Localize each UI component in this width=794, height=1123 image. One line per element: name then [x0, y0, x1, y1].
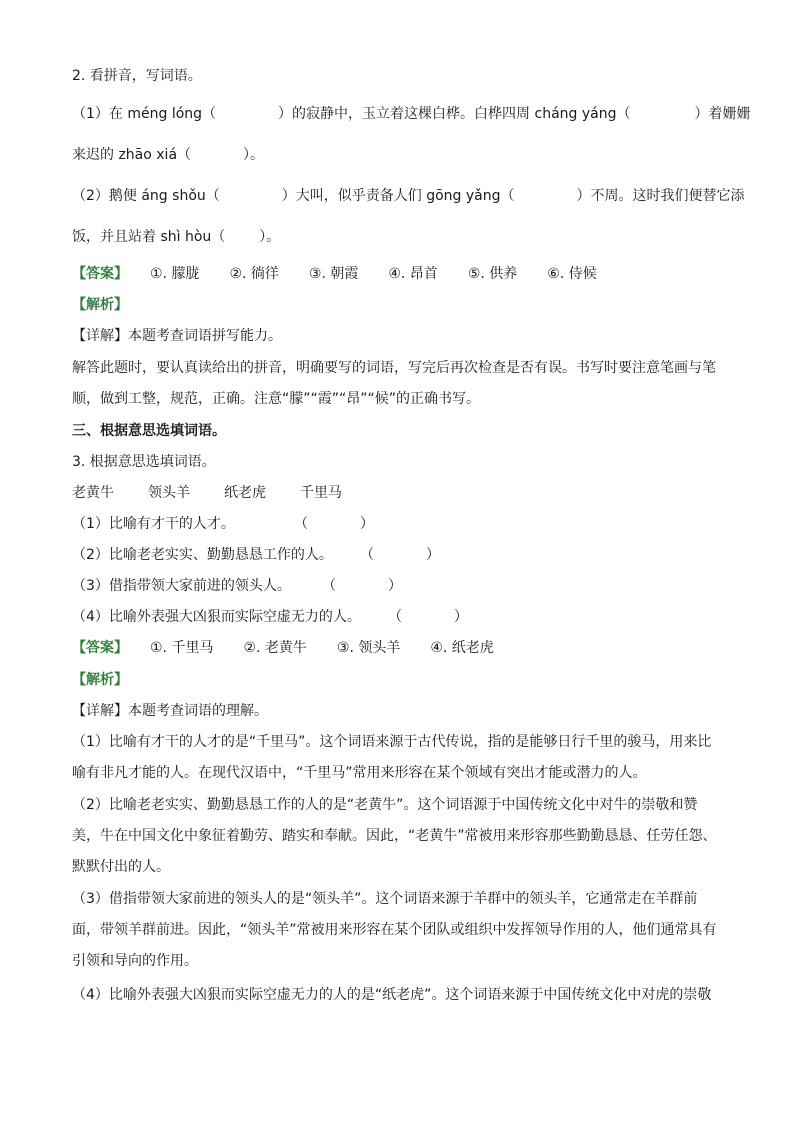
answer-item: ②. 老黄牛: [243, 640, 307, 656]
q2-sentence2-line2: 饭，并且站着 shì hòu（ ）。: [72, 229, 281, 245]
answer-parens: （ ）: [294, 516, 374, 532]
answer-item: ③. 朝霞: [308, 266, 359, 282]
answer-item: ②. 徜徉: [229, 266, 279, 282]
answer-tag: 【答案】: [72, 266, 128, 282]
q3-paragraph-3: （3）借指带领大家前进的领头人的是“领头羊”。这个词语来源于羊群中的领头羊，它通常走在羊群前面，带领羊群前进。因此，“领头羊”常被用来形容在某个团队或组织中发挥领导作用的人，他们通常具有引领和导向的作用。: [72, 891, 717, 969]
option-word: 老黄牛: [72, 485, 114, 501]
answer-item: ①. 千里马: [150, 640, 214, 656]
q2-explanation-line2: 顺，做到工整，规范，正确。注意“朦”“霞”“昂”“候”的正确书写。: [72, 391, 481, 407]
q3-detail: 【详解】本题考查词语的理解。: [72, 703, 268, 719]
q2-title: 2. 看拼音，写词语。: [72, 68, 202, 84]
q3-answer-line: [72, 638, 724, 658]
q3-analysis-tag: 【解析】: [72, 672, 128, 688]
option-word: 纸老虎: [224, 485, 266, 501]
q3-item-1: （1）比喻有才干的人才。 （ ）: [72, 516, 374, 532]
q2-answer-line: [72, 264, 724, 284]
answer-item: ④. 昂首: [388, 266, 438, 282]
answer-parens: （ ）: [360, 547, 440, 563]
answer-item: ⑥. 侍候: [547, 266, 597, 282]
q2-detail: 【详解】本题考查词语拼写能力。: [72, 328, 282, 344]
q3-item-2: （2）比喻老老实实、勤勤恳恳工作的人。 （ ）: [72, 547, 440, 563]
answer-item: ④. 纸老虎: [430, 640, 494, 656]
q2-explanation-line1: 解答此题时，要认真读给出的拼音，明确要写的词语，写完后再次检查是否有误。书写时要注意笔画与笔: [72, 360, 716, 376]
option-word: 千里马: [300, 485, 342, 501]
q2-analysis-tag: 【解析】: [72, 297, 128, 313]
q2-sentence1-line2: 来迟的 zhāo xiá（ ）。: [72, 147, 265, 163]
q2-sentence2-line1: （2）鹅便 áng shǒu（ ）大叫，似乎责备人们 gōng yǎng（ ）不周。这时我们便替它添: [72, 188, 745, 204]
answer-item: ⑤. 供养: [467, 266, 518, 282]
answer-parens: （ ）: [388, 609, 468, 625]
q2-sentence1-line1: （1）在 méng lóng（ ）的寂静中，玉立着这棵白桦。白桦四周 cháng yáng（ ）着姗姗: [72, 106, 751, 122]
q3-options: [72, 483, 724, 503]
section3-heading: 三、根据意思选填词语。: [72, 423, 226, 439]
answer-parens: （ ）: [322, 578, 402, 594]
answer-tag: 【答案】: [72, 640, 128, 656]
q3-item-3: （3）借指带领大家前进的领头人。 （ ）: [72, 578, 402, 594]
answer-item: ①. 朦胧: [150, 266, 200, 282]
option-word: 领头羊: [148, 485, 190, 501]
q3-paragraph-2: （2）比喻老老实实、勤勤恳恳工作的人的是“老黄牛”。这个词语源于中国传统文化中对牛的崇敬和赞美，牛在中国文化中象征着勤劳、踏实和奉献。因此，“老黄牛”常被用来形容那些勤勤恳恳、任劳任怨、默默付出的人。: [72, 797, 717, 875]
q3-title: 3. 根据意思选填词语。: [72, 454, 216, 470]
answer-item: ③. 领头羊: [336, 640, 401, 656]
q3-paragraph-4: （4）比喻外表强大凶狠而实际空虚无力的人的是“纸老虎”。这个词语来源于中国传统文化中对虎的崇敬: [72, 987, 712, 1003]
q3-paragraph-1: （1）比喻有才干的人才的是“千里马”。这个词语来源于古代传说，指的是能够日行千里的骏马，用来比喻有非凡才能的人。在现代汉语中，“千里马”常用来形容在某个领域有突出才能或潜力的人。: [72, 734, 712, 781]
q3-item-4: （4）比喻外表强大凶狠而实际空虚无力的人。 （ ）: [72, 609, 468, 625]
